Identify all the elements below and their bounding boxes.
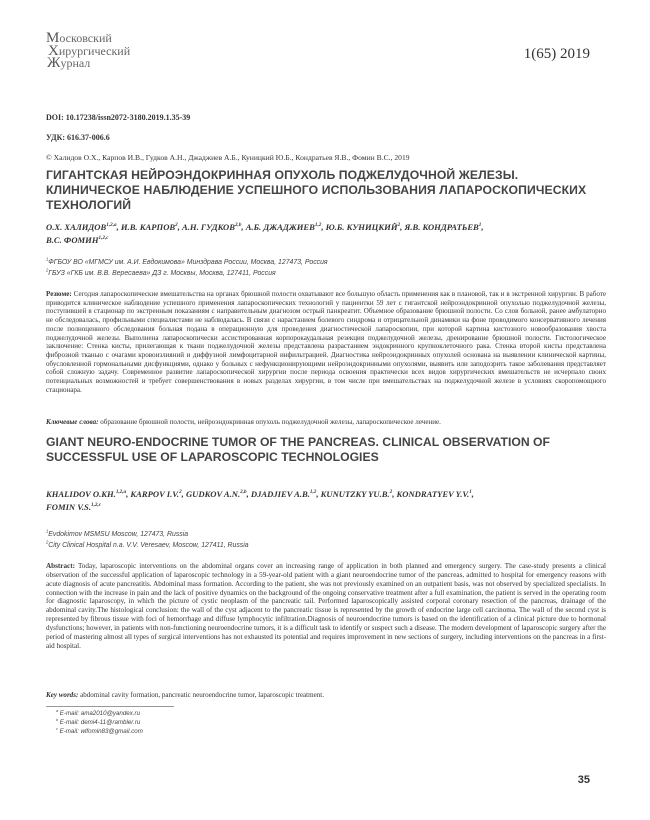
page-number: 35 bbox=[577, 774, 590, 786]
logo-line-1: Московский bbox=[46, 30, 112, 46]
footnote-b: $^b$ E-mail: demi4-11@rambler.ru bbox=[56, 717, 141, 726]
footnote-divider bbox=[46, 706, 174, 707]
journal-logo bbox=[46, 32, 156, 76]
affiliation-ru-2: $^2$ГБУЗ «ГКБ им. В.В. Вересаева» ДЗ г. Москвы, Москва, 127411, Россия bbox=[46, 267, 276, 277]
abstract-en: Abstract: Today, laparoscopic interventions on the abdominal organs cover an increasing range of application in both planned and emergency surgery. The case-study presents a clinical observation of the successful application of laparoscopic technology in a 59-year-old patient with a giant neuroendocrine tumor of the pancreas, admitted to hospital for emergency reasons with acute diagnosis of acute pancreatitis. Abdominal mass formation. According to the patient, she was not previously examined on an outpatient basis, was not observed by specialized specialists. In connection with the increase in pain and the lack of positive dynamics on the background of the ongoing conservative treatment after a full examination, the patient is served in the operating room for diagnostic laparoscopy, in which the picture of cystic neoplasm of the pancreatic tail. Performed laparoscopically assisted corporal coronary resection of the pancreas, drainage of the abdominal cavity.The histological conclusion: the wall of the cyst adjacent to the pancreatic tissue is represented by the growth of endocrine large cell carcinoma. The wall of the second cyst is represented by fibrous tissue with foci of hemorrhage and diffuse lymphocytic infiltration.Diagnosis of neuroendocrine tumors is based on the identification of a clinical picture due to hormonal dysfunctions; however, in patients with non-functioning neuroendocrine tumors, it is a difficult task to identify or suspect such a disease. The modern development of laparoscopic surgery after the period of mastering almost all types of surgical interventions has not exhausted its potential and requires improvement in new sections of surgery, including interventions on the pancreas in a first-aid hospital. bbox=[46, 562, 606, 650]
footnote-c: $^c$ E-mail: wlfomin83@gmail.com bbox=[56, 726, 143, 735]
doi: DOI: 10.17238/issn2072-3180.2019.1.35-39 bbox=[46, 113, 191, 122]
authors-en: KHALIDOV O.KH.$^{1,2,a}$, KARPOV I.V.$^2$, GUDKOV A.N.$^{2,b}$, DJADJIEV A.B.$^{1,2}$, KUNUTZKY YU.B.$^2$, KONDRATYEV Y.V.$^1$, FOMIN V.S.$^{1,2,c}$ bbox=[46, 489, 474, 512]
issue-number: 1(65) 2019 bbox=[523, 46, 590, 62]
copyright: © Халидов О.Х., Карпов И.В., Гудков А.Н., Джаджиев А.Б., Куницкий Ю.Б., Кондратьев Я.В., Фомин В.С., 2019 bbox=[46, 153, 410, 162]
affiliation-en-1: $^1$Evdokimov MSMSU Moscow, 127473, Russia bbox=[46, 528, 189, 538]
abstract-ru: Резюме: Сегодня лапароскопические вмешательства на органах брюшной полости охватывают все большую область применения как в плановой, так и в экстренной хирургии. В работе приводится клиническое наблюдение успешного применения лапароскопических технологий у пациентки 59 лет с гигантской нейроэндокринной опухолью поджелудочной железы, поступившей в стационар по экстренным показаниям с направительным диагнозом острый панкреатит. Объемное образование брюшной полости. Со слов больной, ранее амбулаторно не обследовалась, профильными специалистами не наблюдалась. В связи с нарастанием болевого синдрома и отрицательной динамики на фоне проводимого консервативного лечения после полноценного обследования больная подана в операционную для проведения диагностической лапароскопии, при которой картина кистозного новообразования хвоста поджелудочной железы. Выполнена лапароскопически ассистированная корпорокаудальная резекция поджелудочной железы, дренирование брюшной полости. Гистологическое заключение: Стенка кисты, прилегающая к ткани поджелудочной железы представлена разрастанием эндокринного крупноклеточного рака. Стенка второй кисты представлена фиброзной тканью с очагами кровоизлияний и диффузной лимфоцитарной инфильтрацией. Диагностика нейроэндокринных опухолей основана на выявлении клинической картины, обусловленной гормональными дисфункциями, однако у больных с нефункционирующими нейроэндокринными опухолями, выявить или заподозрить такое заболевания представляет собой сложную задачу. Современное развитие лапароскопической хирургии после периода освоения практически всех видов хирургических вмешательств не исчерпало своих потенциальных возможностей и требует совершенствования в новых разделах хирургии, в том числе при вмешательствах на поджелудочной железе в условиях скоропомощного стационара. bbox=[46, 290, 606, 394]
affiliation-en-2: $^2$City Clinical Hospital n.a. V.V. Veresaev, Moscow, 127411, Russia bbox=[46, 539, 249, 549]
title-en: GIANT NEURO-ENDOCRINE TUMOR OF THE PANCREAS. CLINICAL OBSERVATION OF SUCCESSFUL USE OF LAPAROSCOPIC TECHNOLOGIES bbox=[46, 435, 550, 464]
footnote-a: $^a$ E-mail: ama2010@yandex.ru bbox=[56, 708, 141, 717]
keywords-ru: Ключевые слова: образование брюшной полости, нейроэндокринная опухоль поджелудочной железы, лапароскопическое лечение. bbox=[46, 418, 441, 426]
logo-line-3: Журнал bbox=[47, 55, 91, 71]
udk: УДК: 616.37-006.6 bbox=[46, 133, 110, 142]
authors-ru: О.Х. ХАЛИДОВ$^{1,2,a}$, И.В. КАРПОВ$^2$, А.Н. ГУДКОВ$^{2,b}$, А.Б. ДЖАДЖИЕВ$^{1,2}$, Ю.Б. КУНИЦКИЙ$^2$, Я.В. КОНДРАТЬЕВ$^1$, В.С. ФОМИН$^{1,2,c}$ bbox=[46, 222, 484, 245]
keywords-en: Key words: abdominal cavity formation, pancreatic neuroendocrine tumor, laparoscopic treatment. bbox=[46, 691, 324, 699]
logo-line-2: Хирургический bbox=[48, 42, 131, 59]
title-ru: ГИГАНТСКАЯ НЕЙРОЭНДОКРИННАЯ ОПУХОЛЬ ПОДЖЕЛУДОЧНОЙ ЖЕЛЕЗЫ. КЛИНИЧЕСКОЕ НАБЛЮДЕНИЕ УСПЕШНОГО ИСПОЛЬЗОВАНИЯ ЛАПАРОСКОПИЧЕСКИХ ТЕХНОЛОГИЙ bbox=[46, 168, 587, 212]
affiliation-ru-1: $^1$ФГБОУ ВО «МГМСУ им. А.И. Евдокимова» Минздрава России, Москва, 127473, Россия bbox=[46, 256, 328, 266]
